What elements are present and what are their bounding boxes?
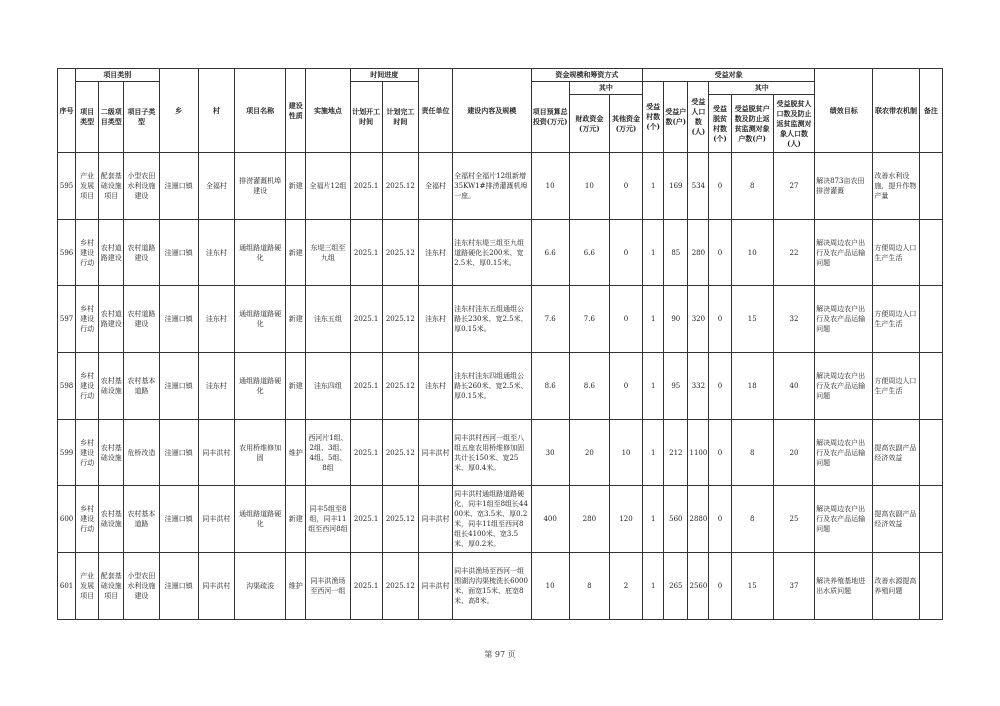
cell-total-budget: 7.6 xyxy=(531,286,569,353)
cell-end-time: 2025.12 xyxy=(382,353,418,420)
cell-responsible: 同丰洪村 xyxy=(418,486,452,553)
cell-sub-type: 农村道路建设 xyxy=(124,286,159,353)
cell-build-nature: 新建 xyxy=(286,286,306,353)
cell-benefit-households: 560 xyxy=(664,486,688,553)
cell-benefit-villages: 1 xyxy=(643,153,664,220)
cell-project-type: 乡村建设行动 xyxy=(76,219,99,286)
cell-benefit-villages: 1 xyxy=(643,486,664,553)
cell-poverty-population: 37 xyxy=(773,553,814,620)
cell-build-nature: 新建 xyxy=(286,153,306,220)
cell-other-funds: 0 xyxy=(609,286,642,353)
header-content: 建设内容及规模 xyxy=(453,69,531,153)
cell-project-name: 沟渠疏浚 xyxy=(234,553,285,620)
table-row xyxy=(58,286,943,353)
cell-responsible: 洼东村 xyxy=(418,219,452,286)
cell-sub-type: 小型农田水利设施建设 xyxy=(124,553,159,620)
cell-other-funds: 0 xyxy=(609,219,642,286)
cell-responsible: 全福村 xyxy=(418,153,452,220)
cell-poverty-households: 15 xyxy=(731,553,773,620)
cell-seq: 598 xyxy=(58,353,76,420)
cell-village: 同丰洪村 xyxy=(198,553,234,620)
header-mechanism: 联农带农机制 xyxy=(873,69,919,153)
header-schedule-group: 时间进度 xyxy=(350,69,418,82)
cell-start-time: 2025.1 xyxy=(350,286,382,353)
cell-content: 同丰洪村通组路道路硬化，同丰1组至8组长4400米、宽3.5米、厚0.2米，同丰11组至西河8组长4100米、宽3.5米、厚0.2米。 xyxy=(453,486,531,553)
cell-village: 洼东村 xyxy=(198,286,234,353)
header-seq: 序号 xyxy=(58,69,76,153)
cell-remarks xyxy=(919,353,942,420)
page-number: 第 97 页 xyxy=(484,650,516,659)
cell-start-time: 2025.1 xyxy=(350,553,382,620)
cell-other-funds: 0 xyxy=(609,353,642,420)
cell-project-name: 通组路道路硬化 xyxy=(234,353,285,420)
header-remarks: 备注 xyxy=(919,69,942,153)
cell-village: 洼东村 xyxy=(198,219,234,286)
cell-content: 同丰洪渔场至西河一组围湖沟沟渠梳洗长6000米、面宽15米、底宽8米、高8米。 xyxy=(453,553,531,620)
cell-poverty-villages: 0 xyxy=(709,553,731,620)
cell-fiscal-funds: 8 xyxy=(569,553,609,620)
header-village: 村 xyxy=(198,69,234,153)
cell-sub-type: 农村基本道路 xyxy=(124,353,159,420)
table-row xyxy=(58,153,943,220)
cell-benefit-households: 169 xyxy=(664,153,688,220)
cell-level2-type: 配套基础设施项目 xyxy=(99,153,124,220)
cell-responsible: 同丰洪村 xyxy=(418,553,452,620)
cell-performance: 解决养殖基地进出水质问题 xyxy=(815,553,873,620)
cell-project-type: 乡村建设行动 xyxy=(76,486,99,553)
header-benefit-villages: 受益村数(个) xyxy=(643,82,664,153)
cell-level2-type: 农村基础设施 xyxy=(99,486,124,553)
cell-poverty-households: 18 xyxy=(731,353,773,420)
cell-benefit-villages: 1 xyxy=(643,219,664,286)
cell-poverty-population: 25 xyxy=(773,486,814,553)
header-category-group: 项目类别 xyxy=(76,69,159,82)
cell-performance: 解决周边农户出行及农产品运输问题 xyxy=(815,219,873,286)
cell-poverty-villages: 0 xyxy=(709,353,731,420)
cell-project-name: 通组路道路硬化 xyxy=(234,486,285,553)
cell-mechanism: 方便周边人口生产生活 xyxy=(873,219,919,286)
cell-level2-type: 农村基础设施 xyxy=(99,419,124,486)
cell-fiscal-funds: 20 xyxy=(569,419,609,486)
cell-start-time: 2025.1 xyxy=(350,353,382,420)
header-project-type: 项目类型 xyxy=(76,82,99,153)
cell-location: 洼东五组 xyxy=(306,286,350,353)
cell-remarks xyxy=(919,153,942,220)
header-start-time: 计划开工时间 xyxy=(350,82,382,153)
cell-performance: 解决周边农户出行及农产品运输问题 xyxy=(815,286,873,353)
header-other-funds: 其他资金(万元) xyxy=(609,95,642,153)
cell-remarks xyxy=(919,553,942,620)
cell-project-name: 排涝灌溉机埠建设 xyxy=(234,153,285,220)
cell-town: 洼逦口镇 xyxy=(159,153,198,220)
cell-benefit-households: 90 xyxy=(664,286,688,353)
cell-poverty-population: 32 xyxy=(773,286,814,353)
cell-village: 洼东村 xyxy=(198,353,234,420)
cell-mechanism: 改善水源提高养殖问题 xyxy=(873,553,919,620)
cell-performance: 解决周边农户出行及农产品运输问题 xyxy=(815,353,873,420)
cell-poverty-villages: 0 xyxy=(709,219,731,286)
cell-fiscal-funds: 8.6 xyxy=(569,353,609,420)
cell-end-time: 2025.12 xyxy=(382,153,418,220)
cell-poverty-villages: 0 xyxy=(709,486,731,553)
cell-responsible: 同丰洪村 xyxy=(418,419,452,486)
cell-location: 同丰洪渔场至西河一组 xyxy=(306,553,350,620)
cell-end-time: 2025.12 xyxy=(382,219,418,286)
cell-poverty-households: 8 xyxy=(731,486,773,553)
cell-build-nature: 维护 xyxy=(286,553,306,620)
cell-end-time: 2025.12 xyxy=(382,486,418,553)
cell-project-type: 乡村建设行动 xyxy=(76,419,99,486)
header-location: 实施地点 xyxy=(306,69,350,153)
cell-project-name: 通组路道路硬化 xyxy=(234,219,285,286)
cell-village: 同丰洪村 xyxy=(198,419,234,486)
cell-performance: 解决873亩农田排涝灌溉 xyxy=(815,153,873,220)
cell-project-name: 通组路道路硬化 xyxy=(234,286,285,353)
cell-other-funds: 0 xyxy=(609,153,642,220)
cell-mechanism: 方便周边人口生产生活 xyxy=(873,286,919,353)
cell-seq: 600 xyxy=(58,486,76,553)
cell-responsible: 洼东村 xyxy=(418,286,452,353)
cell-benefit-households: 265 xyxy=(664,553,688,620)
table-header xyxy=(58,69,943,153)
cell-town: 洼逦口镇 xyxy=(159,486,198,553)
cell-fiscal-funds: 6.6 xyxy=(569,219,609,286)
cell-other-funds: 120 xyxy=(609,486,642,553)
cell-town: 洼逦口镇 xyxy=(159,419,198,486)
cell-total-budget: 10 xyxy=(531,553,569,620)
cell-village: 同丰洪村 xyxy=(198,486,234,553)
cell-content: 洼东村洼东五组通组公路长230米、宽2.5米、厚0.15米。 xyxy=(453,286,531,353)
cell-fiscal-funds: 280 xyxy=(569,486,609,553)
cell-start-time: 2025.1 xyxy=(350,419,382,486)
header-funding-group: 资金规模和筹资方式 xyxy=(531,69,643,82)
cell-fiscal-funds: 7.6 xyxy=(569,286,609,353)
header-build-nature: 建设性质 xyxy=(286,69,306,153)
cell-seq: 595 xyxy=(58,153,76,220)
table-body xyxy=(58,153,943,620)
header-total-budget: 项目预算总投资(万元) xyxy=(531,82,569,153)
cell-mechanism: 方便周边人口生产生活 xyxy=(873,353,919,420)
cell-benefit-villages: 1 xyxy=(643,286,664,353)
cell-mechanism: 改善水利设施，提升作物产量 xyxy=(873,153,919,220)
cell-seq: 597 xyxy=(58,286,76,353)
cell-seq: 599 xyxy=(58,419,76,486)
cell-content: 全福村全福片12组新增35KW1#排涝灌溉机埠一座。 xyxy=(453,153,531,220)
header-benefit-households: 受益户数(户) xyxy=(664,82,688,153)
cell-build-nature: 新建 xyxy=(286,353,306,420)
cell-benefit-population: 280 xyxy=(688,219,709,286)
cell-benefit-households: 95 xyxy=(664,353,688,420)
cell-location: 同丰5组至8组，同丰11组至西河8组 xyxy=(306,486,350,553)
cell-content: 洼东村洼东四组通组公路长260米、宽2.5米、厚0.15米。 xyxy=(453,353,531,420)
header-fiscal-funds: 财政资金(万元) xyxy=(569,95,609,153)
cell-benefit-population: 2880 xyxy=(688,486,709,553)
cell-performance: 解决周边农户出行及农产品运输问题 xyxy=(815,486,873,553)
cell-benefit-villages: 1 xyxy=(643,553,664,620)
cell-seq: 596 xyxy=(58,219,76,286)
cell-benefit-households: 85 xyxy=(664,219,688,286)
cell-remarks xyxy=(919,419,942,486)
cell-location: 东堤三组至九组 xyxy=(306,219,350,286)
cell-poverty-population: 40 xyxy=(773,353,814,420)
cell-level2-type: 农村道路建设 xyxy=(99,219,124,286)
cell-content: 同丰洪村西河一组至八组五座农用桥维修加固共计长150米、宽25米、厚0.4米。 xyxy=(453,419,531,486)
cell-content: 洼东村东堤三组至九组道路硬化长200米、宽2.5米、厚0.15米。 xyxy=(453,219,531,286)
table-row xyxy=(58,553,943,620)
cell-poverty-households: 15 xyxy=(731,286,773,353)
project-table xyxy=(57,68,943,620)
cell-build-nature: 维护 xyxy=(286,419,306,486)
cell-project-name: 农用桥维修加固 xyxy=(234,419,285,486)
cell-town: 洼逦口镇 xyxy=(159,286,198,353)
cell-total-budget: 400 xyxy=(531,486,569,553)
cell-location: 全福片12组 xyxy=(306,153,350,220)
cell-total-budget: 6.6 xyxy=(531,219,569,286)
header-poverty-households: 受益脱贫户数及防止返贫监测对象户数(户) xyxy=(731,95,773,153)
cell-town: 洼逦口镇 xyxy=(159,353,198,420)
header-project-name: 项目名称 xyxy=(234,69,285,153)
cell-poverty-population: 20 xyxy=(773,419,814,486)
cell-poverty-villages: 0 xyxy=(709,153,731,220)
cell-benefit-households: 212 xyxy=(664,419,688,486)
cell-village: 全福村 xyxy=(198,153,234,220)
cell-end-time: 2025.12 xyxy=(382,553,418,620)
cell-town: 洼逦口镇 xyxy=(159,553,198,620)
header-beneficiary-group: 受益对象 xyxy=(643,69,815,82)
header-sub-type: 项目子类型 xyxy=(124,82,159,153)
cell-sub-type: 农村道路建设 xyxy=(124,219,159,286)
cell-benefit-population: 2560 xyxy=(688,553,709,620)
header-responsible: 责任单位 xyxy=(418,69,452,153)
cell-remarks xyxy=(919,286,942,353)
cell-poverty-population: 22 xyxy=(773,219,814,286)
cell-poverty-households: 8 xyxy=(731,419,773,486)
cell-build-nature: 新建 xyxy=(286,219,306,286)
cell-responsible: 洼东村 xyxy=(418,353,452,420)
cell-poverty-villages: 0 xyxy=(709,286,731,353)
table-row xyxy=(58,219,943,286)
cell-project-type: 乡村建设行动 xyxy=(76,353,99,420)
cell-end-time: 2025.12 xyxy=(382,419,418,486)
header-level2-type: 二级项目类型 xyxy=(99,82,124,153)
cell-poverty-households: 8 xyxy=(731,153,773,220)
cell-sub-type: 小型农田水利设施建设 xyxy=(124,153,159,220)
cell-fiscal-funds: 10 xyxy=(569,153,609,220)
cell-poverty-villages: 0 xyxy=(709,419,731,486)
cell-end-time: 2025.12 xyxy=(382,286,418,353)
cell-seq: 601 xyxy=(58,553,76,620)
cell-remarks xyxy=(919,219,942,286)
cell-level2-type: 农村基础设施 xyxy=(99,353,124,420)
header-town: 乡 xyxy=(159,69,198,153)
cell-remarks xyxy=(919,486,942,553)
cell-benefit-population: 332 xyxy=(688,353,709,420)
header-performance: 绩效目标 xyxy=(815,69,873,153)
header-benefit-population: 受益人口数(人) xyxy=(688,82,709,153)
cell-other-funds: 10 xyxy=(609,419,642,486)
table-row xyxy=(58,419,943,486)
cell-location: 洼东四组 xyxy=(306,353,350,420)
cell-total-budget: 8.6 xyxy=(531,353,569,420)
cell-poverty-population: 27 xyxy=(773,153,814,220)
cell-total-budget: 30 xyxy=(531,419,569,486)
cell-performance: 解决周边农户出行及农产品运输问题 xyxy=(815,419,873,486)
cell-benefit-population: 534 xyxy=(688,153,709,220)
cell-project-type: 乡村建设行动 xyxy=(76,286,99,353)
cell-start-time: 2025.1 xyxy=(350,486,382,553)
header-poverty-villages: 受益脱贫村数(个) xyxy=(709,95,731,153)
cell-sub-type: 农村基本道路 xyxy=(124,486,159,553)
cell-poverty-households: 10 xyxy=(731,219,773,286)
cell-project-type: 产业发展项目 xyxy=(76,153,99,220)
cell-mechanism: 提高农副产品经济效益 xyxy=(873,486,919,553)
cell-benefit-villages: 1 xyxy=(643,353,664,420)
header-end-time: 计划完工时间 xyxy=(382,82,418,153)
cell-other-funds: 2 xyxy=(609,553,642,620)
cell-level2-type: 农村道路建设 xyxy=(99,286,124,353)
cell-start-time: 2025.1 xyxy=(350,219,382,286)
table-row xyxy=(58,486,943,553)
cell-total-budget: 10 xyxy=(531,153,569,220)
cell-benefit-villages: 1 xyxy=(643,419,664,486)
cell-benefit-population: 320 xyxy=(688,286,709,353)
header-poverty-population: 受益脱贫人口数及防止返贫监测对象人口数(人) xyxy=(773,95,814,153)
header-of-which: 其中 xyxy=(569,82,642,95)
cell-start-time: 2025.1 xyxy=(350,153,382,220)
table-row xyxy=(58,353,943,420)
header-of-which-2: 其中 xyxy=(709,82,815,95)
cell-location: 西河片1组、2组、3组、4组、5组、8组 xyxy=(306,419,350,486)
cell-level2-type: 配套基础设施项目 xyxy=(99,553,124,620)
cell-mechanism: 提高农副产品经济效益 xyxy=(873,419,919,486)
cell-benefit-population: 1100 xyxy=(688,419,709,486)
cell-town: 洼逦口镇 xyxy=(159,219,198,286)
cell-sub-type: 危桥改造 xyxy=(124,419,159,486)
cell-build-nature: 新建 xyxy=(286,486,306,553)
cell-project-type: 产业发展项目 xyxy=(76,553,99,620)
